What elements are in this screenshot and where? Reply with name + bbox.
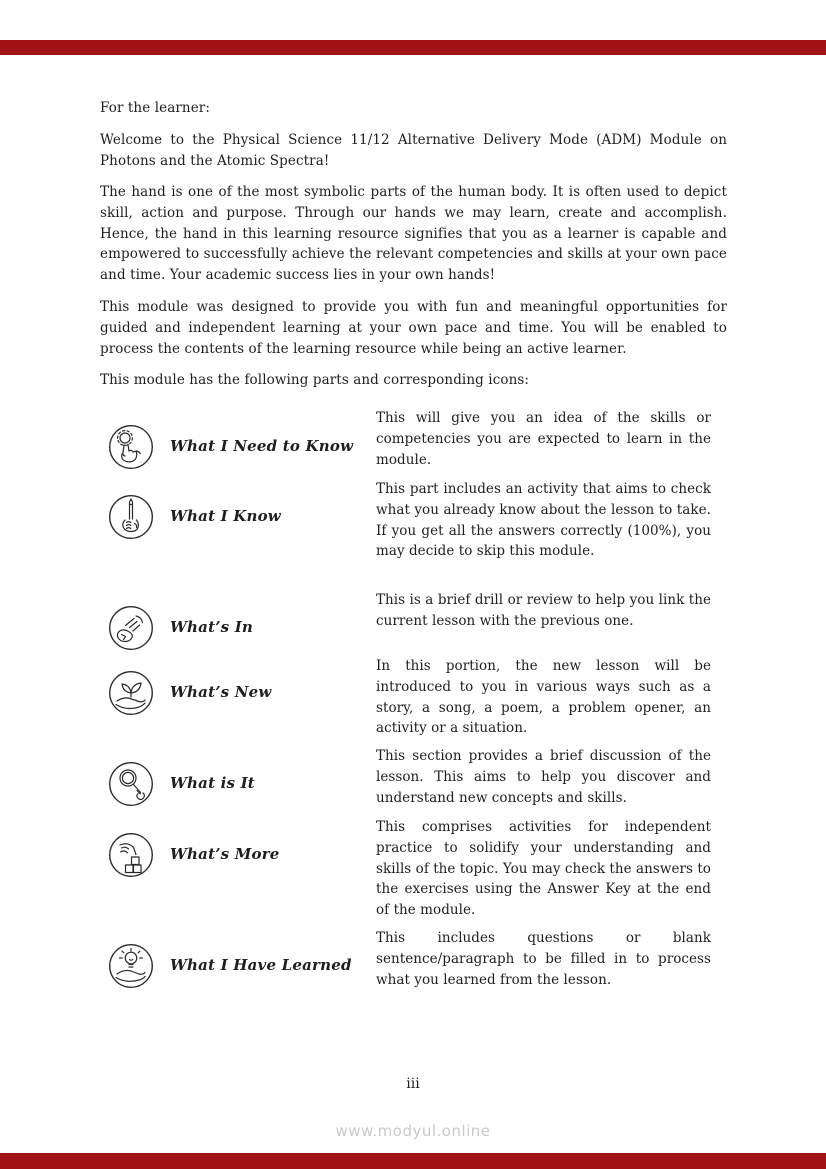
hand-sprout-icon	[108, 670, 154, 716]
intro-paragraph: This module has the following parts and corresponding icons:	[100, 372, 530, 388]
module-part-label: What is It	[170, 774, 255, 792]
hand-magnifier-icon	[108, 761, 154, 807]
page-number: iii	[406, 1076, 420, 1092]
hand-reach-icon	[108, 605, 154, 651]
intro-paragraph: This module was designed to provide you with fun and meaningful opportunities for guided and independent learning at your own pace and time. You will be enabled to process the contents of the learning resource while being an active learner.	[100, 299, 727, 357]
module-part-label: What’s In	[170, 618, 254, 636]
module-part-label: What I Have Learned	[170, 956, 352, 974]
module-part-description: This comprises activities for independent practice to solidify your understanding and skills of the topic. You may check the answers to the exercises using the Answer Key at the end of the module.	[376, 819, 711, 919]
intro-paragraph: For the learner:	[100, 100, 210, 116]
module-part-label: What I Need to Know	[170, 437, 354, 455]
module-part-description: This section provides a brief discussion of the lesson. This aims to help you discover and understand new concepts and skills.	[376, 748, 711, 806]
hand-blocks-icon	[108, 832, 154, 878]
intro-paragraph: Welcome to the Physical Science 11/12 Alternative Delivery Mode (ADM) Module on Photons and the Atomic Spectra!	[100, 132, 727, 169]
module-part-label: What I Know	[170, 507, 281, 525]
module-part-description: This part includes an activity that aims to check what you already know about the lesson to take. If you get all the answers correctly (100%), you may decide to skip this module.	[376, 481, 711, 560]
module-part-description: In this portion, the new lesson will be introduced to you in various ways such as a story, a song, a poem, a problem opener, an activity or a situation.	[376, 658, 711, 737]
module-part-description: This will give you an idea of the skills or competencies you are expected to learn in the module.	[376, 410, 711, 468]
hand-press-icon	[108, 424, 154, 470]
hand-bulb-icon	[108, 943, 154, 989]
bottom-red-bar	[0, 1153, 826, 1169]
module-part-label: What’s New	[170, 683, 272, 701]
top-red-bar	[0, 40, 826, 55]
module-part-description: This is a brief drill or review to help you link the current lesson with the previous one.	[376, 592, 711, 629]
module-part-label: What’s More	[170, 845, 280, 863]
watermark: www.modyul.online	[335, 1122, 491, 1140]
module-part-description: This includes questions or blank sentence/paragraph to be filled in to process what you learned from the lesson.	[376, 930, 711, 988]
hand-pencil-icon	[108, 494, 154, 540]
intro-paragraph: The hand is one of the most symbolic parts of the human body. It is often used to depict skill, action and purpose. Through our hands we may learn, create and accomplish. Hence, the hand in this learning resource signifies that you as a learner is capable and empowered to successfully achieve the relevant competencies and skills at your own pace and time. Your academic success lies in your own hands!	[100, 184, 727, 284]
